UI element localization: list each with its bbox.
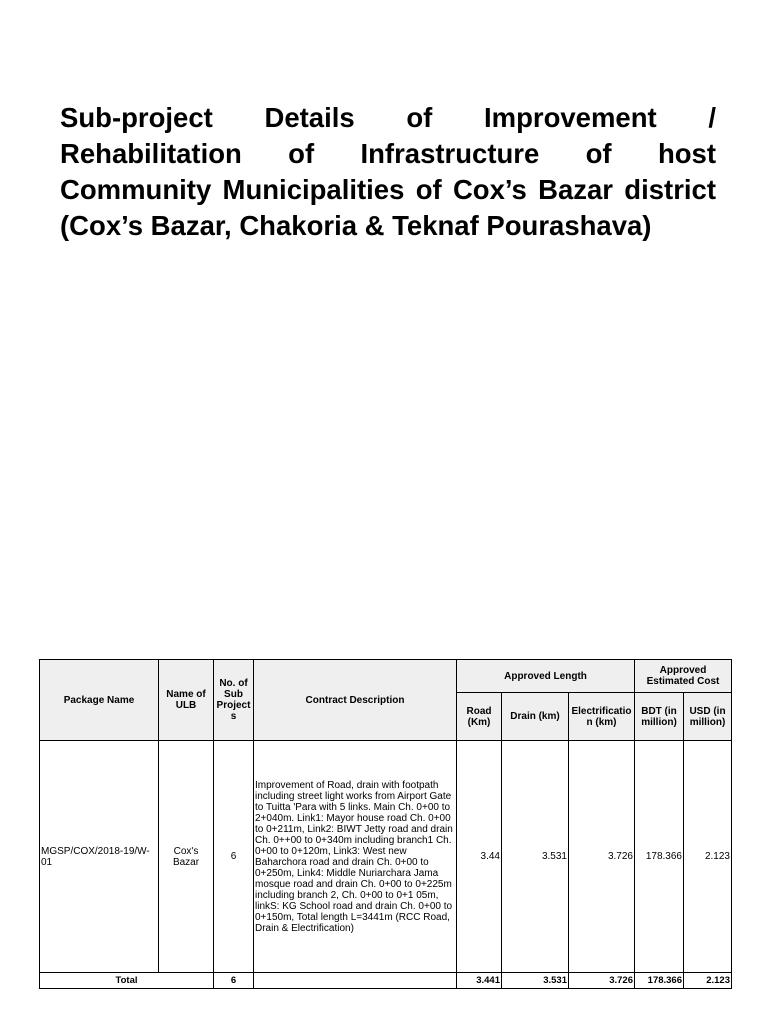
header-contract-description: Contract Description <box>254 660 457 741</box>
document-title: Sub-project Details of Improvement / Rehabilitation of Infrastructure of host Community Municipalities of Cox’s Bazar district (Cox’s Bazar, Chakoria & Teknaf Pourashava) <box>60 102 716 241</box>
cell-road: 3.44 <box>457 741 502 973</box>
header-bdt: BDT (in million) <box>635 693 684 741</box>
total-drain: 3.531 <box>502 973 569 989</box>
sub-project-table <box>39 659 732 989</box>
cell-drain: 3.531 <box>502 741 569 973</box>
header-electrification: Electrificatio n (km) <box>569 693 635 741</box>
cell-usd: 2.123 <box>684 741 732 973</box>
header-name-of-ulb: Name of ULB <box>159 660 214 741</box>
header-drain: Drain (km) <box>502 693 569 741</box>
header-row-1 <box>40 660 732 693</box>
cell-contract-description: Improvement of Road, drain with footpath including street light works from Airport Gate to Tuitta 'Para with 5 links. Main Ch. 0+00 to 2+040m. Link1: Mayor house road Ch. 0+00 to 0+211m, Link2: BIWT Jetty road and drain Ch. 0++00 to 0+340m including branch1 Ch. 0+00 to 0+120m, Link3: West new Baharchora road and drain Ch. 0+00 to 0+250m, Link4: Middle Nuriarchara Jama mosque road and drain Ch. 0+00 to 0+225m including branch 2, Ch. 0+00 to 0+1 05m, linkS: KG School road and drain Ch. 0+00 to 0+150m, Total length L=3441m (RCC Road, Drain & Electrification) <box>254 741 457 973</box>
total-usd: 2.123 <box>684 973 732 989</box>
cell-no-of-sub-projects: 6 <box>214 741 254 973</box>
table-row <box>40 741 732 973</box>
cell-name-of-ulb: Cox's Bazar <box>159 741 214 973</box>
cell-bdt: 178.366 <box>635 741 684 973</box>
total-label: Total <box>40 973 214 989</box>
header-usd: USD (in million) <box>684 693 732 741</box>
header-approved-length: Approved Length <box>457 660 635 693</box>
total-electrification: 3.726 <box>569 973 635 989</box>
total-bdt: 178.366 <box>635 973 684 989</box>
cell-package-name: MGSP/COX/2018-19/W-01 <box>40 741 159 973</box>
header-no-of-sub-projects: No. of Sub Project s <box>214 660 254 741</box>
header-road: Road (Km) <box>457 693 502 741</box>
total-road: 3.441 <box>457 973 502 989</box>
total-row <box>40 973 732 989</box>
header-approved-estimated-cost: Approved Estimated Cost <box>635 660 732 693</box>
header-package-name: Package Name <box>40 660 159 741</box>
total-contract-description <box>254 973 457 989</box>
total-no-of-sub-projects: 6 <box>214 973 254 989</box>
cell-electrification: 3.726 <box>569 741 635 973</box>
